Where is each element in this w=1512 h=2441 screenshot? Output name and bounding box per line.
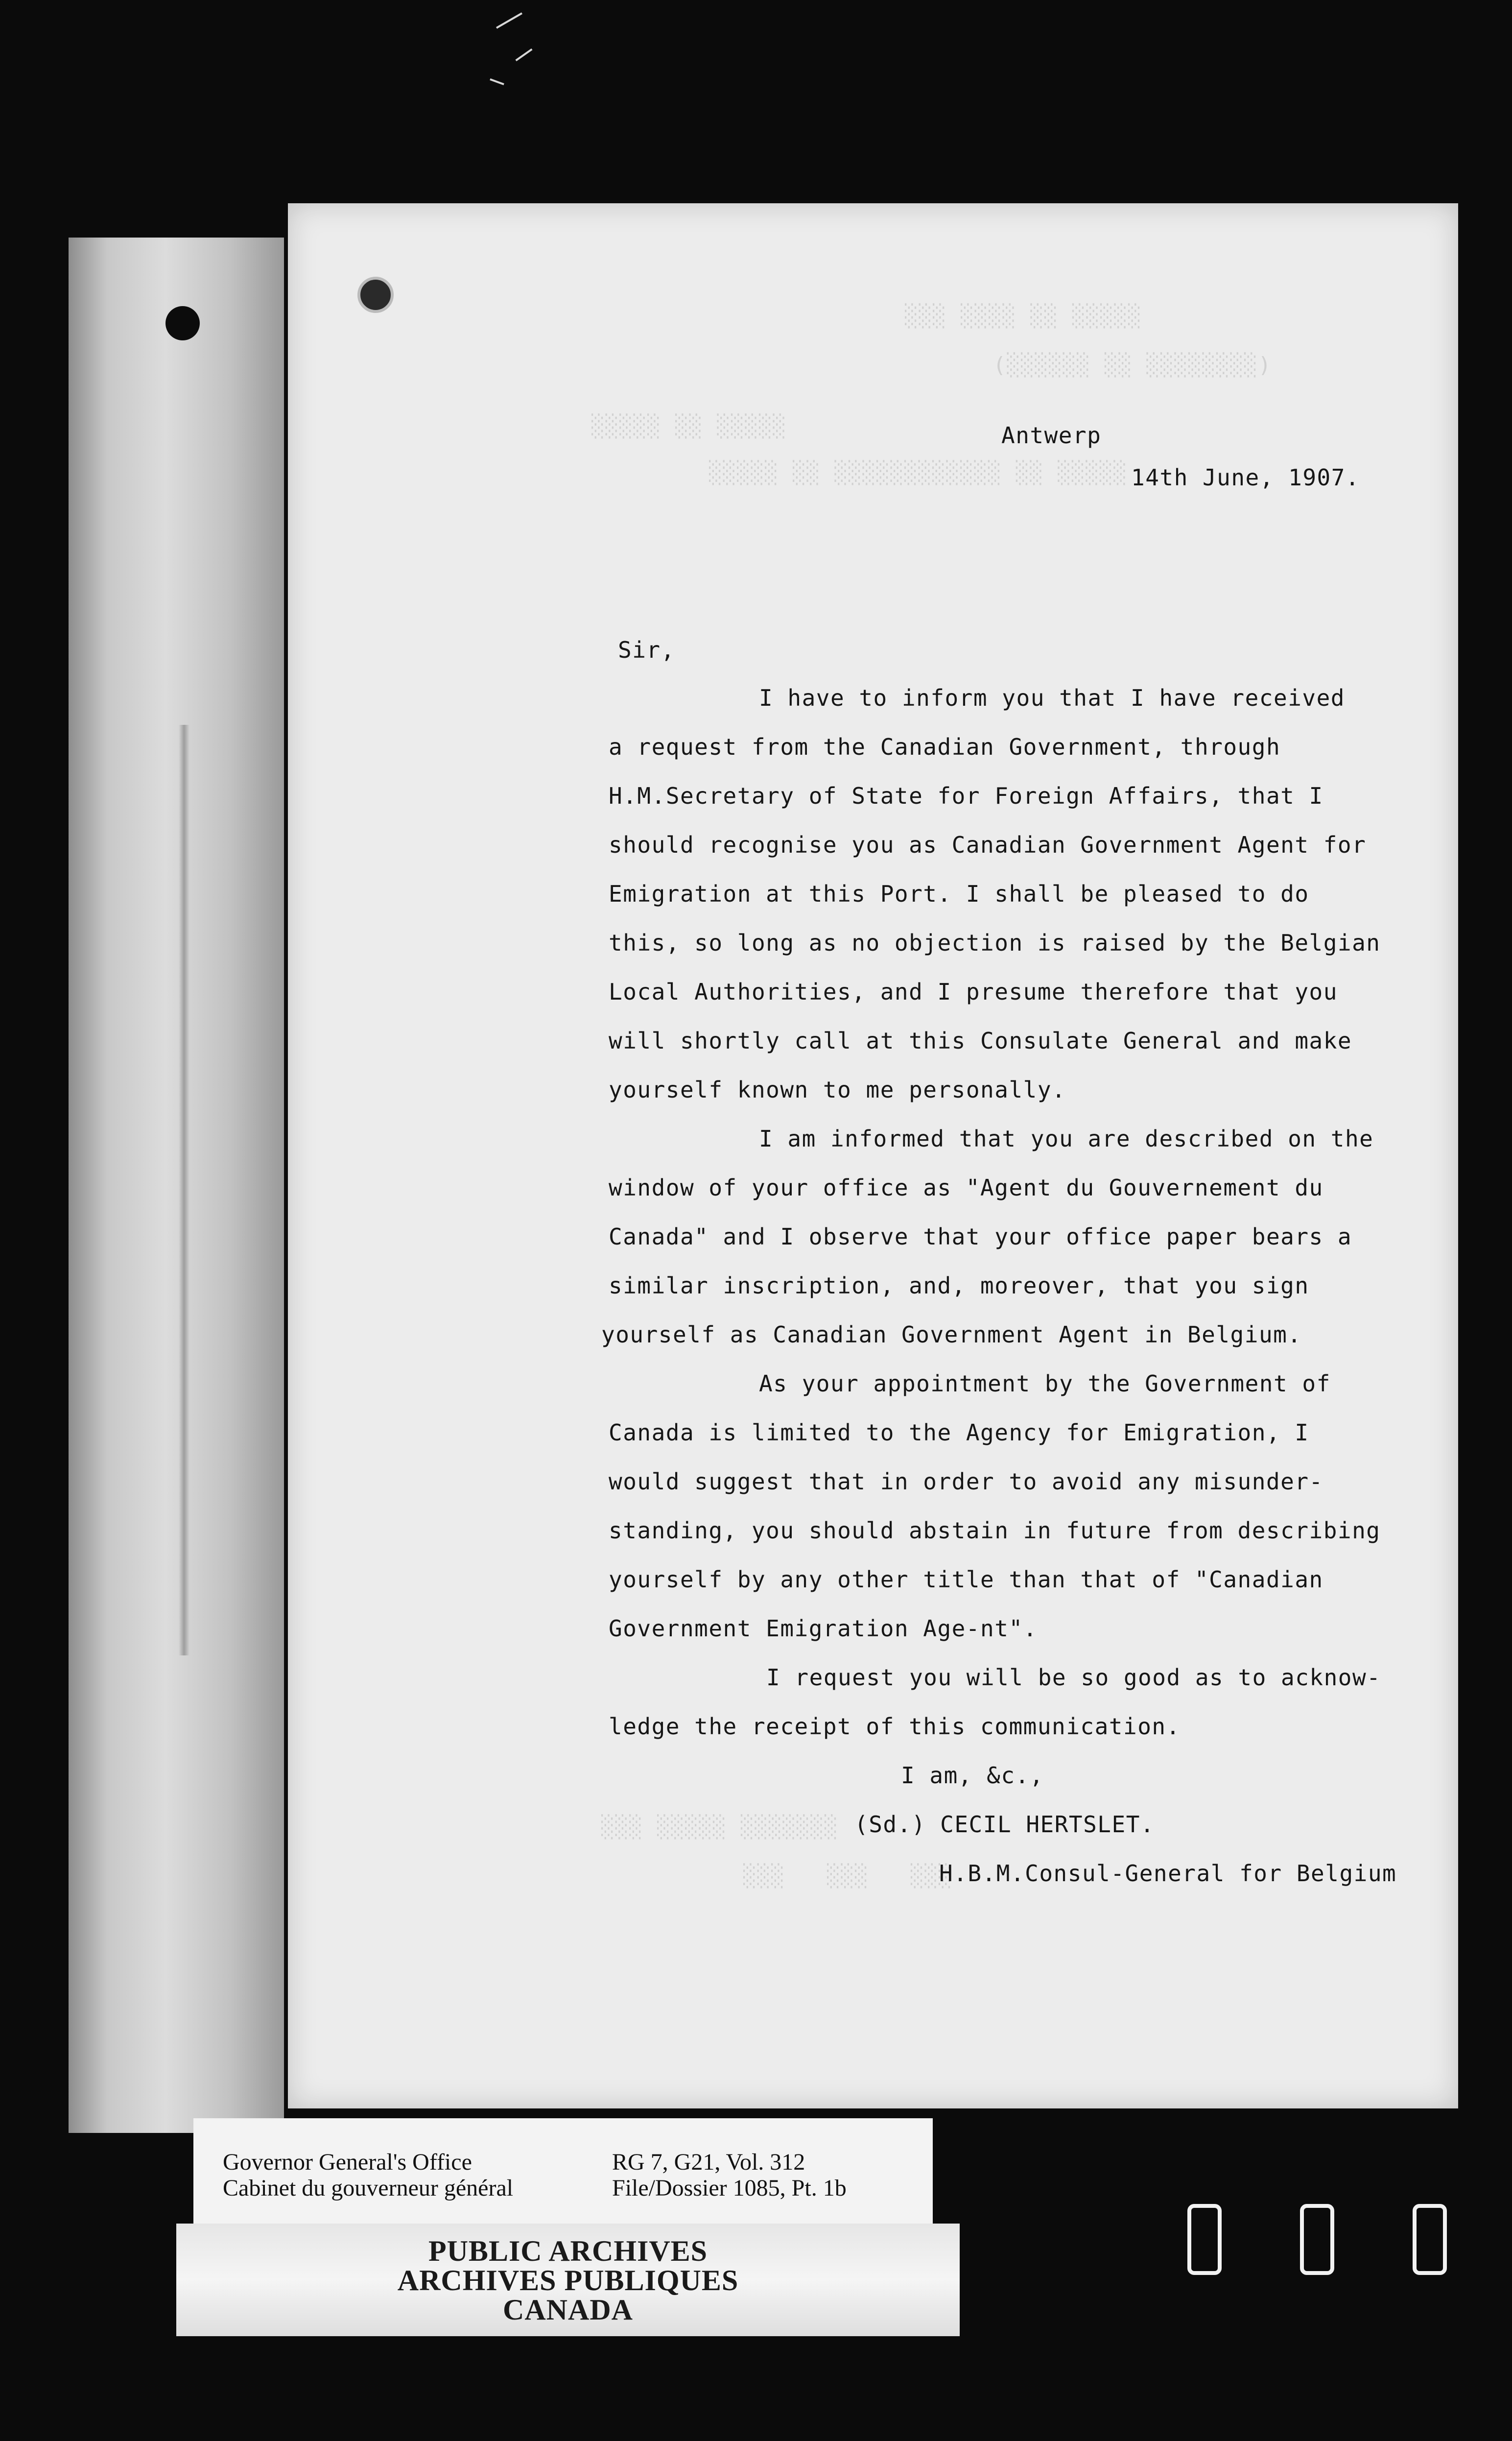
letter-line: I am informed that you are described on the	[759, 1125, 1374, 1152]
letter-line: yourself by any other title than that of "Canadian	[609, 1566, 1323, 1593]
letter-line: Canada is limited to the Agency for Emigration, I	[609, 1419, 1309, 1446]
letter-closing: I am, &c.,	[901, 1762, 1044, 1789]
film-scratch	[515, 48, 532, 61]
letter-line: As your appointment by the Government of	[759, 1370, 1331, 1397]
letter-salutation: Sir,	[618, 637, 675, 663]
bleed-through-text: ░░░ ░░░░ ░░ ░░░░░	[905, 304, 1142, 329]
public-archives-stamp	[176, 2224, 960, 2336]
letter-line: should recognise you as Canadian Government Agent for	[609, 832, 1367, 858]
letter-line: standing, you should abstain in future from describing	[609, 1517, 1381, 1544]
stamp-line-2: ARCHIVES PUBLIQUES	[397, 2264, 739, 2297]
letter-line: would suggest that in order to avoid any misunder-	[609, 1468, 1323, 1495]
letter-line: will shortly call at this Consulate General and make	[609, 1028, 1352, 1054]
letter-line: Government Emigration Age-nt".	[609, 1615, 1038, 1642]
letter-line: this, so long as no objection is raised by the Belgian	[609, 930, 1381, 956]
bleed-through-text: ░░░ ░░░ ░░░	[743, 1864, 953, 1889]
letter-line: yourself as Canadian Government Agent in Belgium.	[601, 1321, 1302, 1348]
frame-counter-digit	[1413, 2204, 1447, 2275]
frame-counter-digit	[1187, 2204, 1222, 2275]
letter-line: similar inscription, and, moreover, that you sign	[609, 1272, 1309, 1299]
letter-signatory-title: H.B.M.Consul-General for Belgium	[939, 1860, 1397, 1887]
letter-line: Local Authorities, and I presume therefore that you	[609, 979, 1338, 1005]
punch-hole	[165, 306, 200, 340]
bleed-through-text: ░░░ ░░░░░ ░░░░░░░	[601, 1815, 839, 1840]
letter-place: Antwerp	[1001, 422, 1102, 449]
backing-sheet	[69, 238, 284, 2133]
stamp-line-1: PUBLIC ARCHIVES	[428, 2235, 708, 2267]
letter-date: 14th June, 1907.	[1131, 464, 1360, 491]
archive-reference-label	[193, 2118, 933, 2231]
archive-reference: RG 7, G21, Vol. 312	[612, 2149, 805, 2175]
letter-signature: (Sd.) CECIL HERTSLET.	[854, 1811, 1155, 1838]
film-scratch	[490, 78, 504, 85]
letter-line: a request from the Canadian Government, through	[609, 734, 1281, 760]
frame-counter-digit	[1300, 2204, 1334, 2275]
letter-line: I request you will be so good as to acknow-	[766, 1664, 1381, 1691]
archive-office-en: Governor General's Office	[223, 2149, 472, 2175]
letter-line: Canada" and I observe that your office paper bears a	[609, 1223, 1352, 1250]
letter-line: H.M.Secretary of State for Foreign Affairs, that I	[609, 783, 1323, 809]
letter-line: window of your office as "Agent du Gouvernement du	[609, 1174, 1323, 1201]
letter-line: I have to inform you that I have received	[759, 685, 1345, 711]
film-scratch	[496, 12, 522, 28]
stamp-line-3: CANADA	[503, 2294, 633, 2326]
letter-line: yourself known to me personally.	[609, 1077, 1066, 1103]
bleed-through-text: ░░░░░ ░░ ░░░░░	[591, 414, 787, 439]
archive-file: File/Dossier 1085, Pt. 1b	[612, 2175, 847, 2201]
bleed-through-text: ░░░░░ ░░ ░░░░░░░░░░░░ ░░ ░░░░░	[709, 460, 1128, 485]
punch-hole	[357, 277, 394, 313]
letter-line: Emigration at this Port. I shall be pleased to do	[609, 881, 1309, 907]
bleed-through-text: (░░░░░░ ░░ ░░░░░░░░)	[993, 353, 1272, 378]
backing-crease	[179, 725, 189, 1655]
letter-line: ledge the receipt of this communication.	[609, 1713, 1181, 1740]
archive-office-fr: Cabinet du gouverneur général	[223, 2175, 514, 2201]
